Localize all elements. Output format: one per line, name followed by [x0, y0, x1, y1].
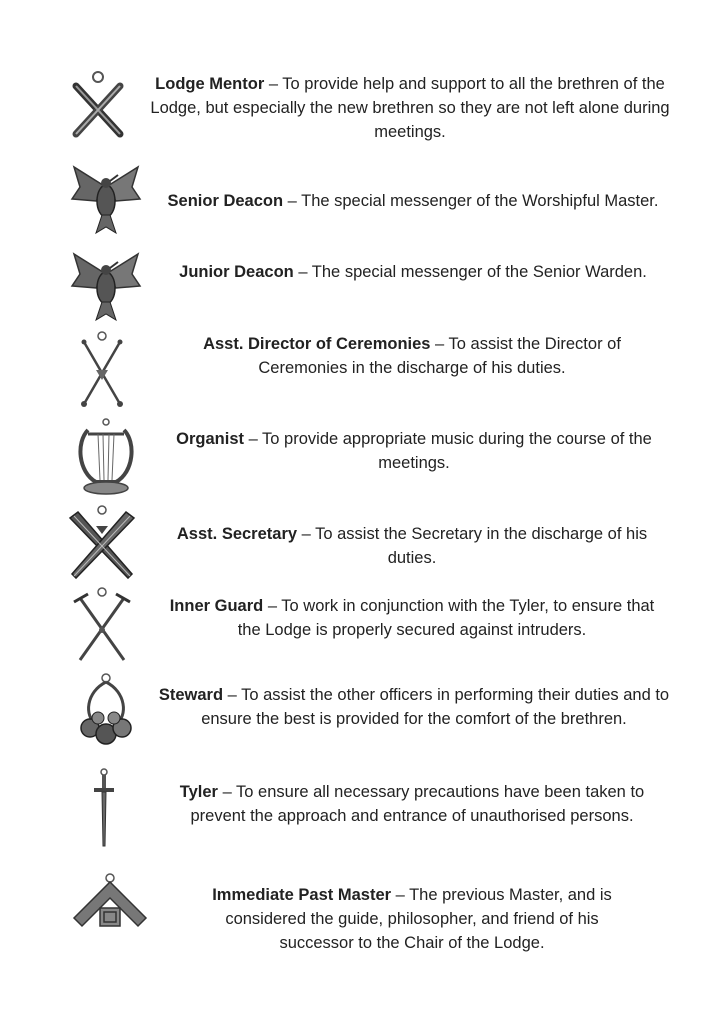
crossed-swords-icon	[62, 586, 142, 666]
cornucopia-icon	[66, 672, 146, 752]
officer-title: Senior Deacon	[167, 192, 284, 210]
officer-title: Tyler	[179, 783, 218, 801]
officer-title: Asst. Secretary	[176, 525, 298, 543]
sword-icon	[64, 768, 144, 848]
officer-description: Tyler – To ensure all necessary precautions have been taken to prevent the approach and entrance of unauthorised persons.	[179, 783, 645, 825]
square-icon	[70, 868, 150, 948]
officer-description: Asst. Secretary – To assist the Secretary in the discharge of his duties.	[176, 525, 648, 567]
lyre-icon	[66, 418, 146, 498]
officer-description: Immediate Past Master – The previous Master, and is considered the guide, philosopher, and friend of his successor to the Chair of the Lodge.	[212, 886, 612, 952]
crossed-quills-icon	[62, 504, 142, 584]
dove-icon	[66, 157, 146, 237]
crossed-pens-icon	[58, 68, 138, 148]
crossed-rods-icon	[62, 330, 142, 410]
officer-title: Asst. Director of Ceremonies	[203, 335, 431, 353]
officer-title: Inner Guard	[169, 597, 264, 615]
officer-title: Steward	[158, 686, 224, 704]
officer-description: Organist – To provide appropriate music during the course of the meetings.	[176, 430, 652, 472]
officer-title: Organist	[176, 430, 244, 448]
officer-description: Junior Deacon – The special messenger of the Senior Warden.	[179, 263, 647, 281]
officer-description: Senior Deacon – The special messenger of the Worshipful Master.	[167, 192, 659, 210]
officer-description: Inner Guard – To work in conjunction with the Tyler, to ensure that the Lodge is properly secured against intruders.	[169, 597, 655, 639]
officer-title: Immediate Past Master	[212, 886, 392, 904]
officer-title: Lodge Mentor	[155, 75, 265, 93]
officer-description: Steward – To assist the other officers in performing their duties and to ensure the best is provided for the comfort of the brethren.	[158, 686, 670, 728]
officer-description: Asst. Director of Ceremonies – To assist the Director of Ceremonies in the discharge of his duties.	[203, 335, 621, 377]
officer-description: Lodge Mentor – To provide help and support to all the brethren of the Lodge, but especially the new brethren so they are not left alone during meetings.	[150, 75, 670, 141]
dove-icon	[66, 244, 146, 324]
officer-title: Junior Deacon	[179, 263, 294, 281]
